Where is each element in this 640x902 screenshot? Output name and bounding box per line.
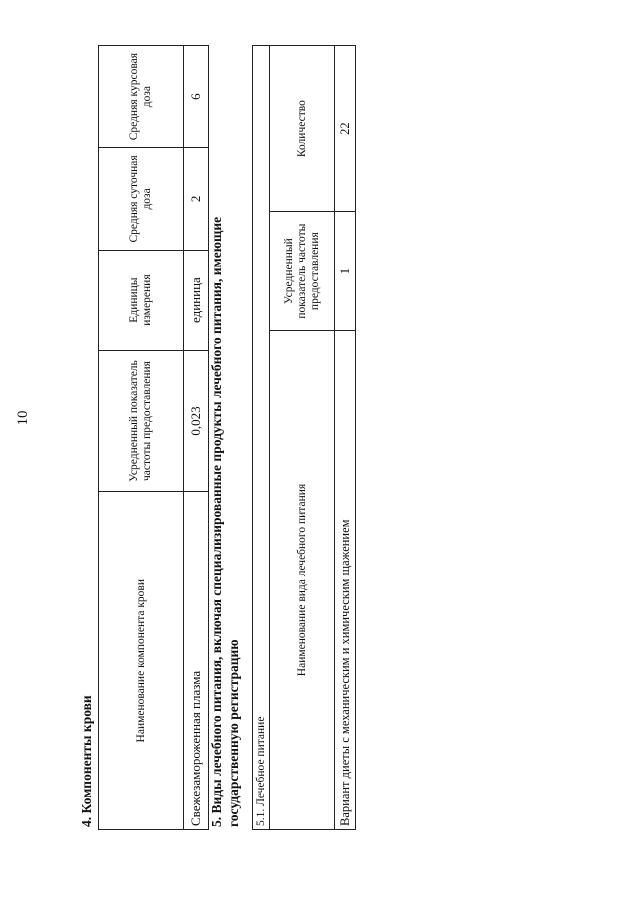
table-subheading-row (253, 46, 270, 830)
header-frequency: Усредненный показатель частоты предоставления (99, 350, 184, 492)
header-nutrition-type: Наименование вида лечебного питания (270, 331, 335, 830)
header-course-dose: Средняя курсовая доза (99, 46, 184, 148)
blood-components-table (98, 45, 209, 830)
section-5-heading: 5. Виды лечебного питания, включая специализированные продукты лечебного питания, имеющие государственную регистрацию (209, 216, 241, 827)
therapeutic-nutrition-table (252, 45, 356, 830)
header-component-name: Наименование компонента крови (99, 492, 184, 830)
cell-frequency: 1 (335, 212, 356, 331)
header-units: Единицы измерения (99, 250, 184, 350)
cell-quantity: 22 (335, 46, 356, 212)
cell-units: единица (184, 250, 209, 350)
header-frequency: Усредненный показатель частоты предоставления (270, 212, 335, 331)
cell-component-name: Свежезамороженная плазма (184, 492, 209, 830)
table-header-row (99, 46, 184, 830)
header-daily-dose: Средняя суточная доза (99, 148, 184, 250)
table-row (335, 46, 356, 830)
table-row (184, 46, 209, 830)
table-header-row (270, 46, 335, 830)
header-quantity: Количество (270, 46, 335, 212)
cell-daily-dose: 2 (184, 148, 209, 250)
page-number: 10 (14, 410, 31, 426)
subheading-therapeutic-nutrition: 5.1. Лечебное питание (253, 46, 270, 830)
cell-frequency: 0,023 (184, 350, 209, 492)
section-4-heading: 4. Компоненты крови (79, 695, 94, 827)
cell-course-dose: 6 (184, 46, 209, 148)
cell-nutrition-type: Вариант диеты с механическим и химическим щажением (335, 331, 356, 830)
